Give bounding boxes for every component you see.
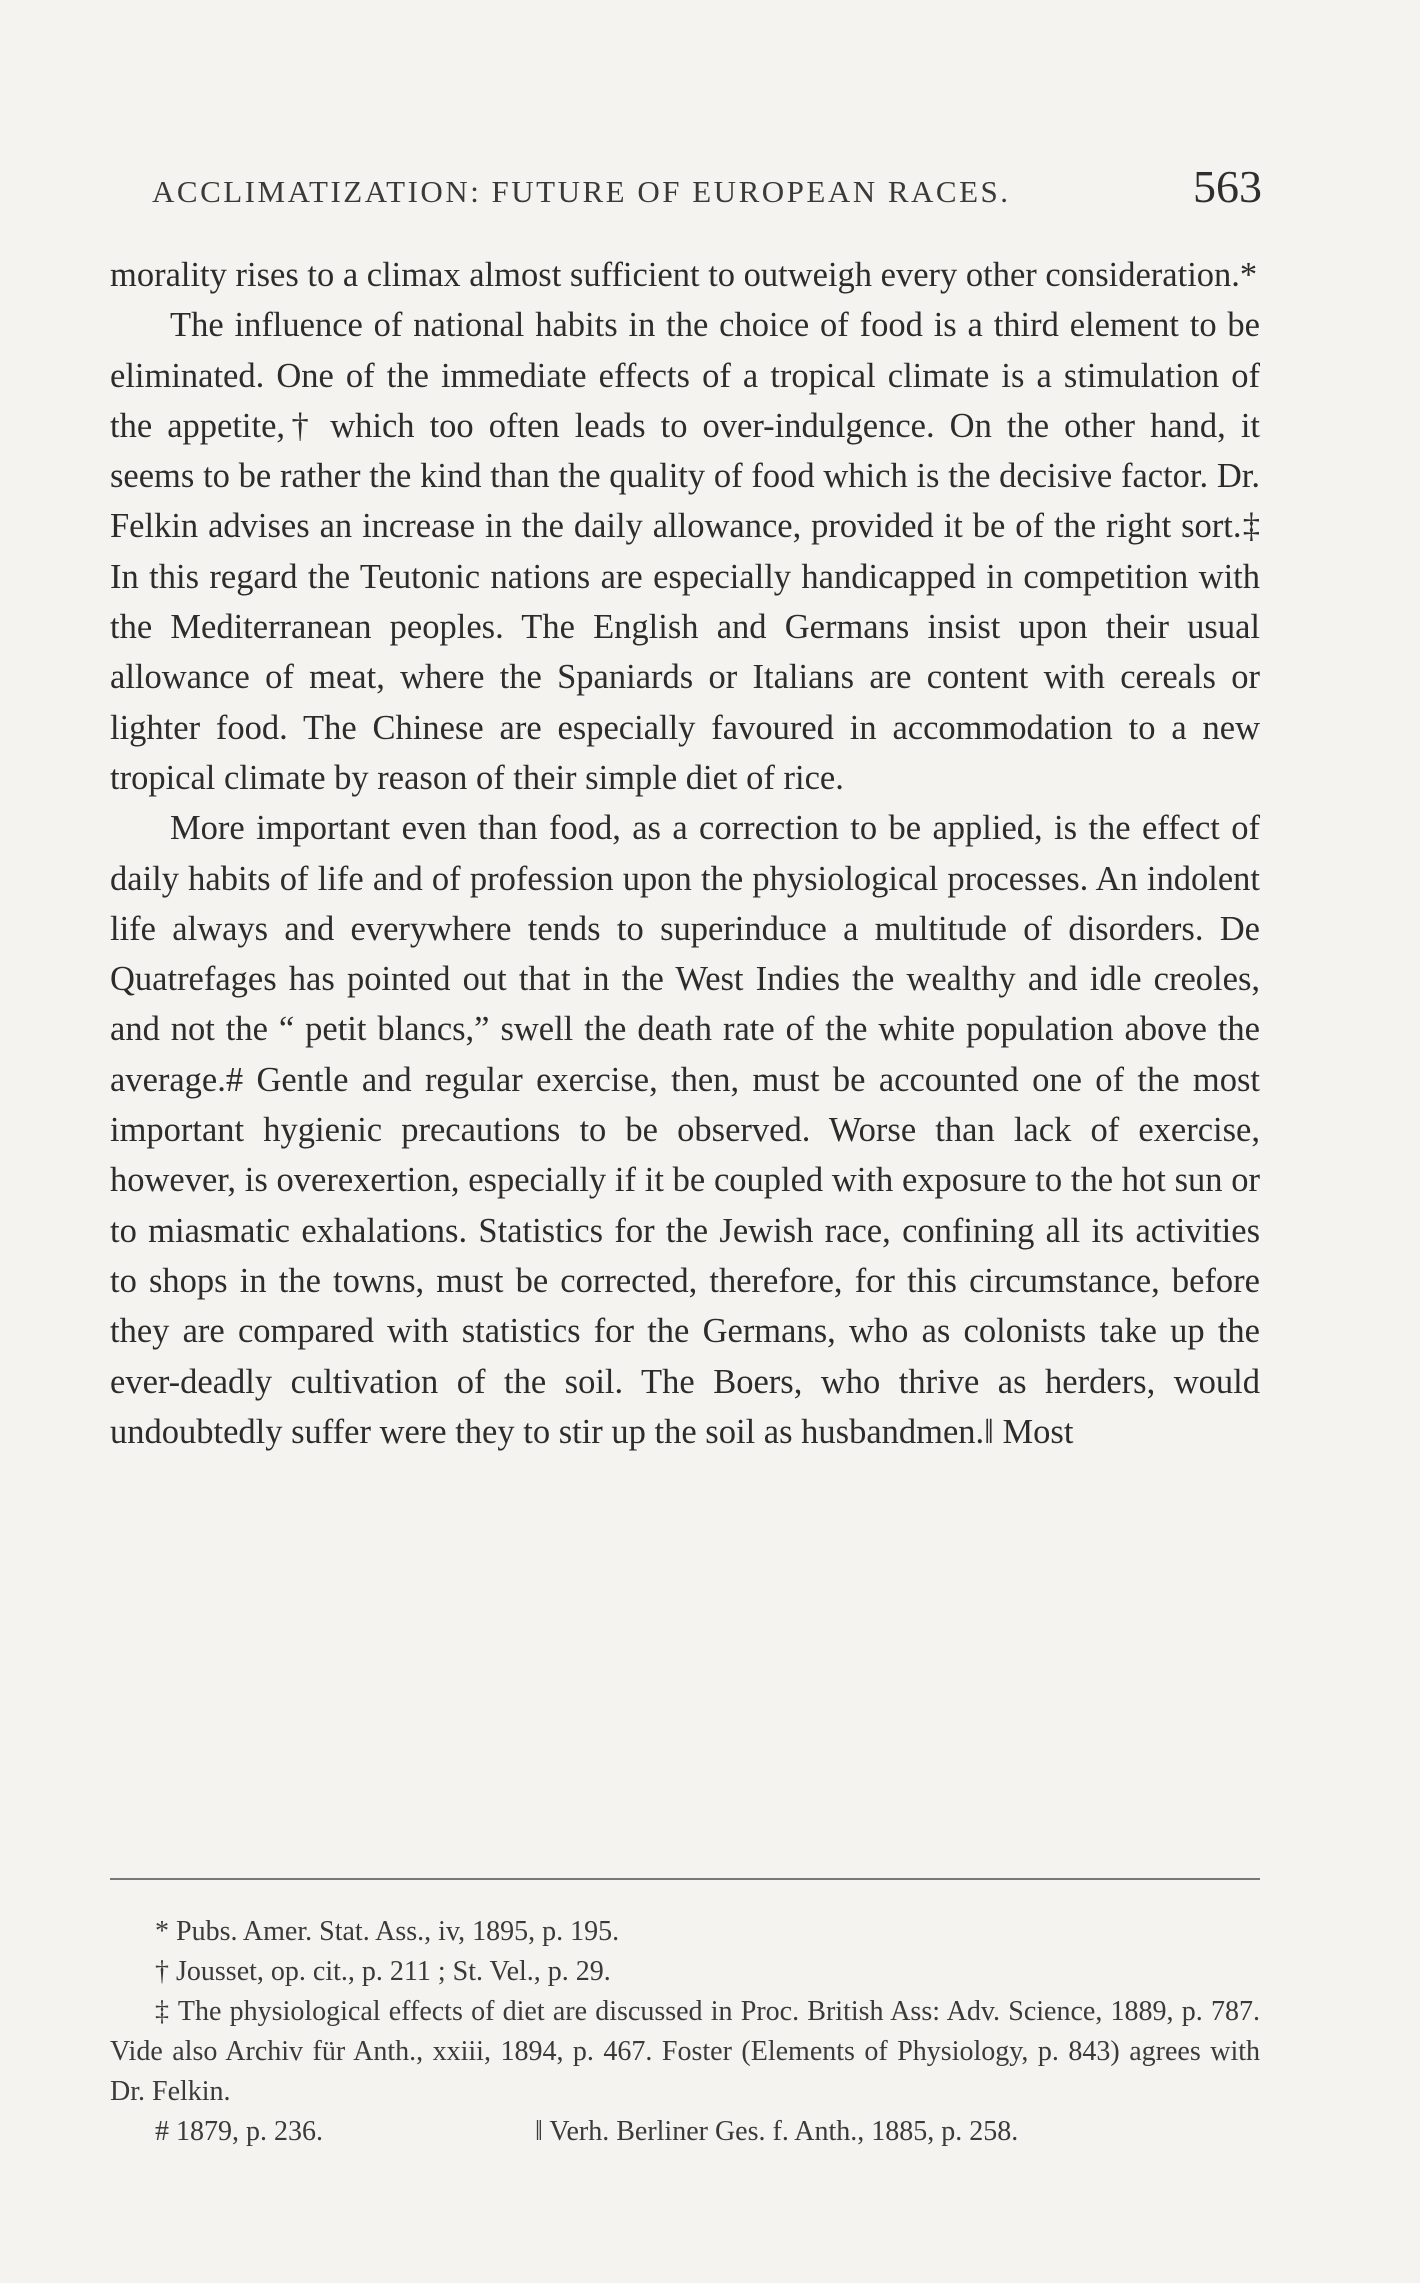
body-text [110, 250, 1260, 1457]
footnote-1: * Pubs. Amer. Stat. Ass., iv, 1895, p. 195. [155, 1916, 620, 1947]
running-title: ACCLIMATIZATION: FUTURE OF EUROPEAN RACES. [152, 174, 1011, 209]
footnote-4: # 1879, p. 236. [155, 2116, 323, 2147]
footnote-rule [110, 1878, 1260, 1880]
footnote-5: ‖ Verh. Berliner Ges. f. Anth., 1885, p. 258. [535, 2116, 1019, 2147]
footnote-row [110, 2112, 1260, 2152]
footnote-3: ‡ The physiological effects of diet are discussed in Proc. British Ass: Adv. Science, 1889, p. 787. Vide also Archiv für Anth., xxiii, 1894, p. 467. Foster (Elements of Physiology, p. 843) agrees with Dr. Felkin. [110, 1996, 1260, 2107]
paragraph-2: The influence of national habits in the choice of food is a third element to be eliminated. One of the immediate effects of a tropical climate is a stimulation of the appetite,† which too often leads to over-indulgence. On the other hand, it seems to be rather the kind than the quality of food which is the decisive factor. Dr. Felkin advises an increase in the daily allowance, provided it be of the right sort.‡ In this regard the Teutonic nations are especially handicapped in competition with the Mediterranean peoples. The English and Germans insist upon their usual allowance of meat, where the Spaniards or Italians are content with cereals or lighter food. The Chinese are especially favoured in accommodation to a new tropical climate by reason of their simple diet of rice. [110, 306, 1260, 797]
footnotes [110, 1912, 1260, 2152]
running-head [152, 160, 1262, 213]
page-number: 563 [1193, 161, 1262, 212]
paragraph-1: morality rises to a climax almost sufficient to outweigh every other consideration.* [110, 256, 1258, 294]
footnote-2: † Jousset, op. cit., p. 211 ; St. Vel., p. 29. [155, 1956, 611, 1987]
paragraph-3: More important even than food, as a correction to be applied, is the effect of daily habits of life and of profession upon the physiological processes. An indolent life always and everywhere tends to superinduce a multitude of disorders. De Quatrefages has pointed out that in the West Indies the wealthy and idle creoles, and not the “ petit blancs,” swell the death rate of the white population above the average.# Gentle and regular exercise, then, must be accounted one of the most important hygienic precautions to be observed. Worse than lack of exercise, however, is overexertion, especially if it be coupled with exposure to the hot sun or to miasmatic exhalations. Statistics for the Jewish race, confining all its activities to shops in the towns, must be corrected, therefore, for this circumstance, before they are compared with statistics for the Germans, who as colonists take up the ever-deadly cultivation of the soil. The Boers, who thrive as herders, would undoubtedly suffer were they to stir up the soil as husbandmen.‖ Most [110, 809, 1260, 1451]
